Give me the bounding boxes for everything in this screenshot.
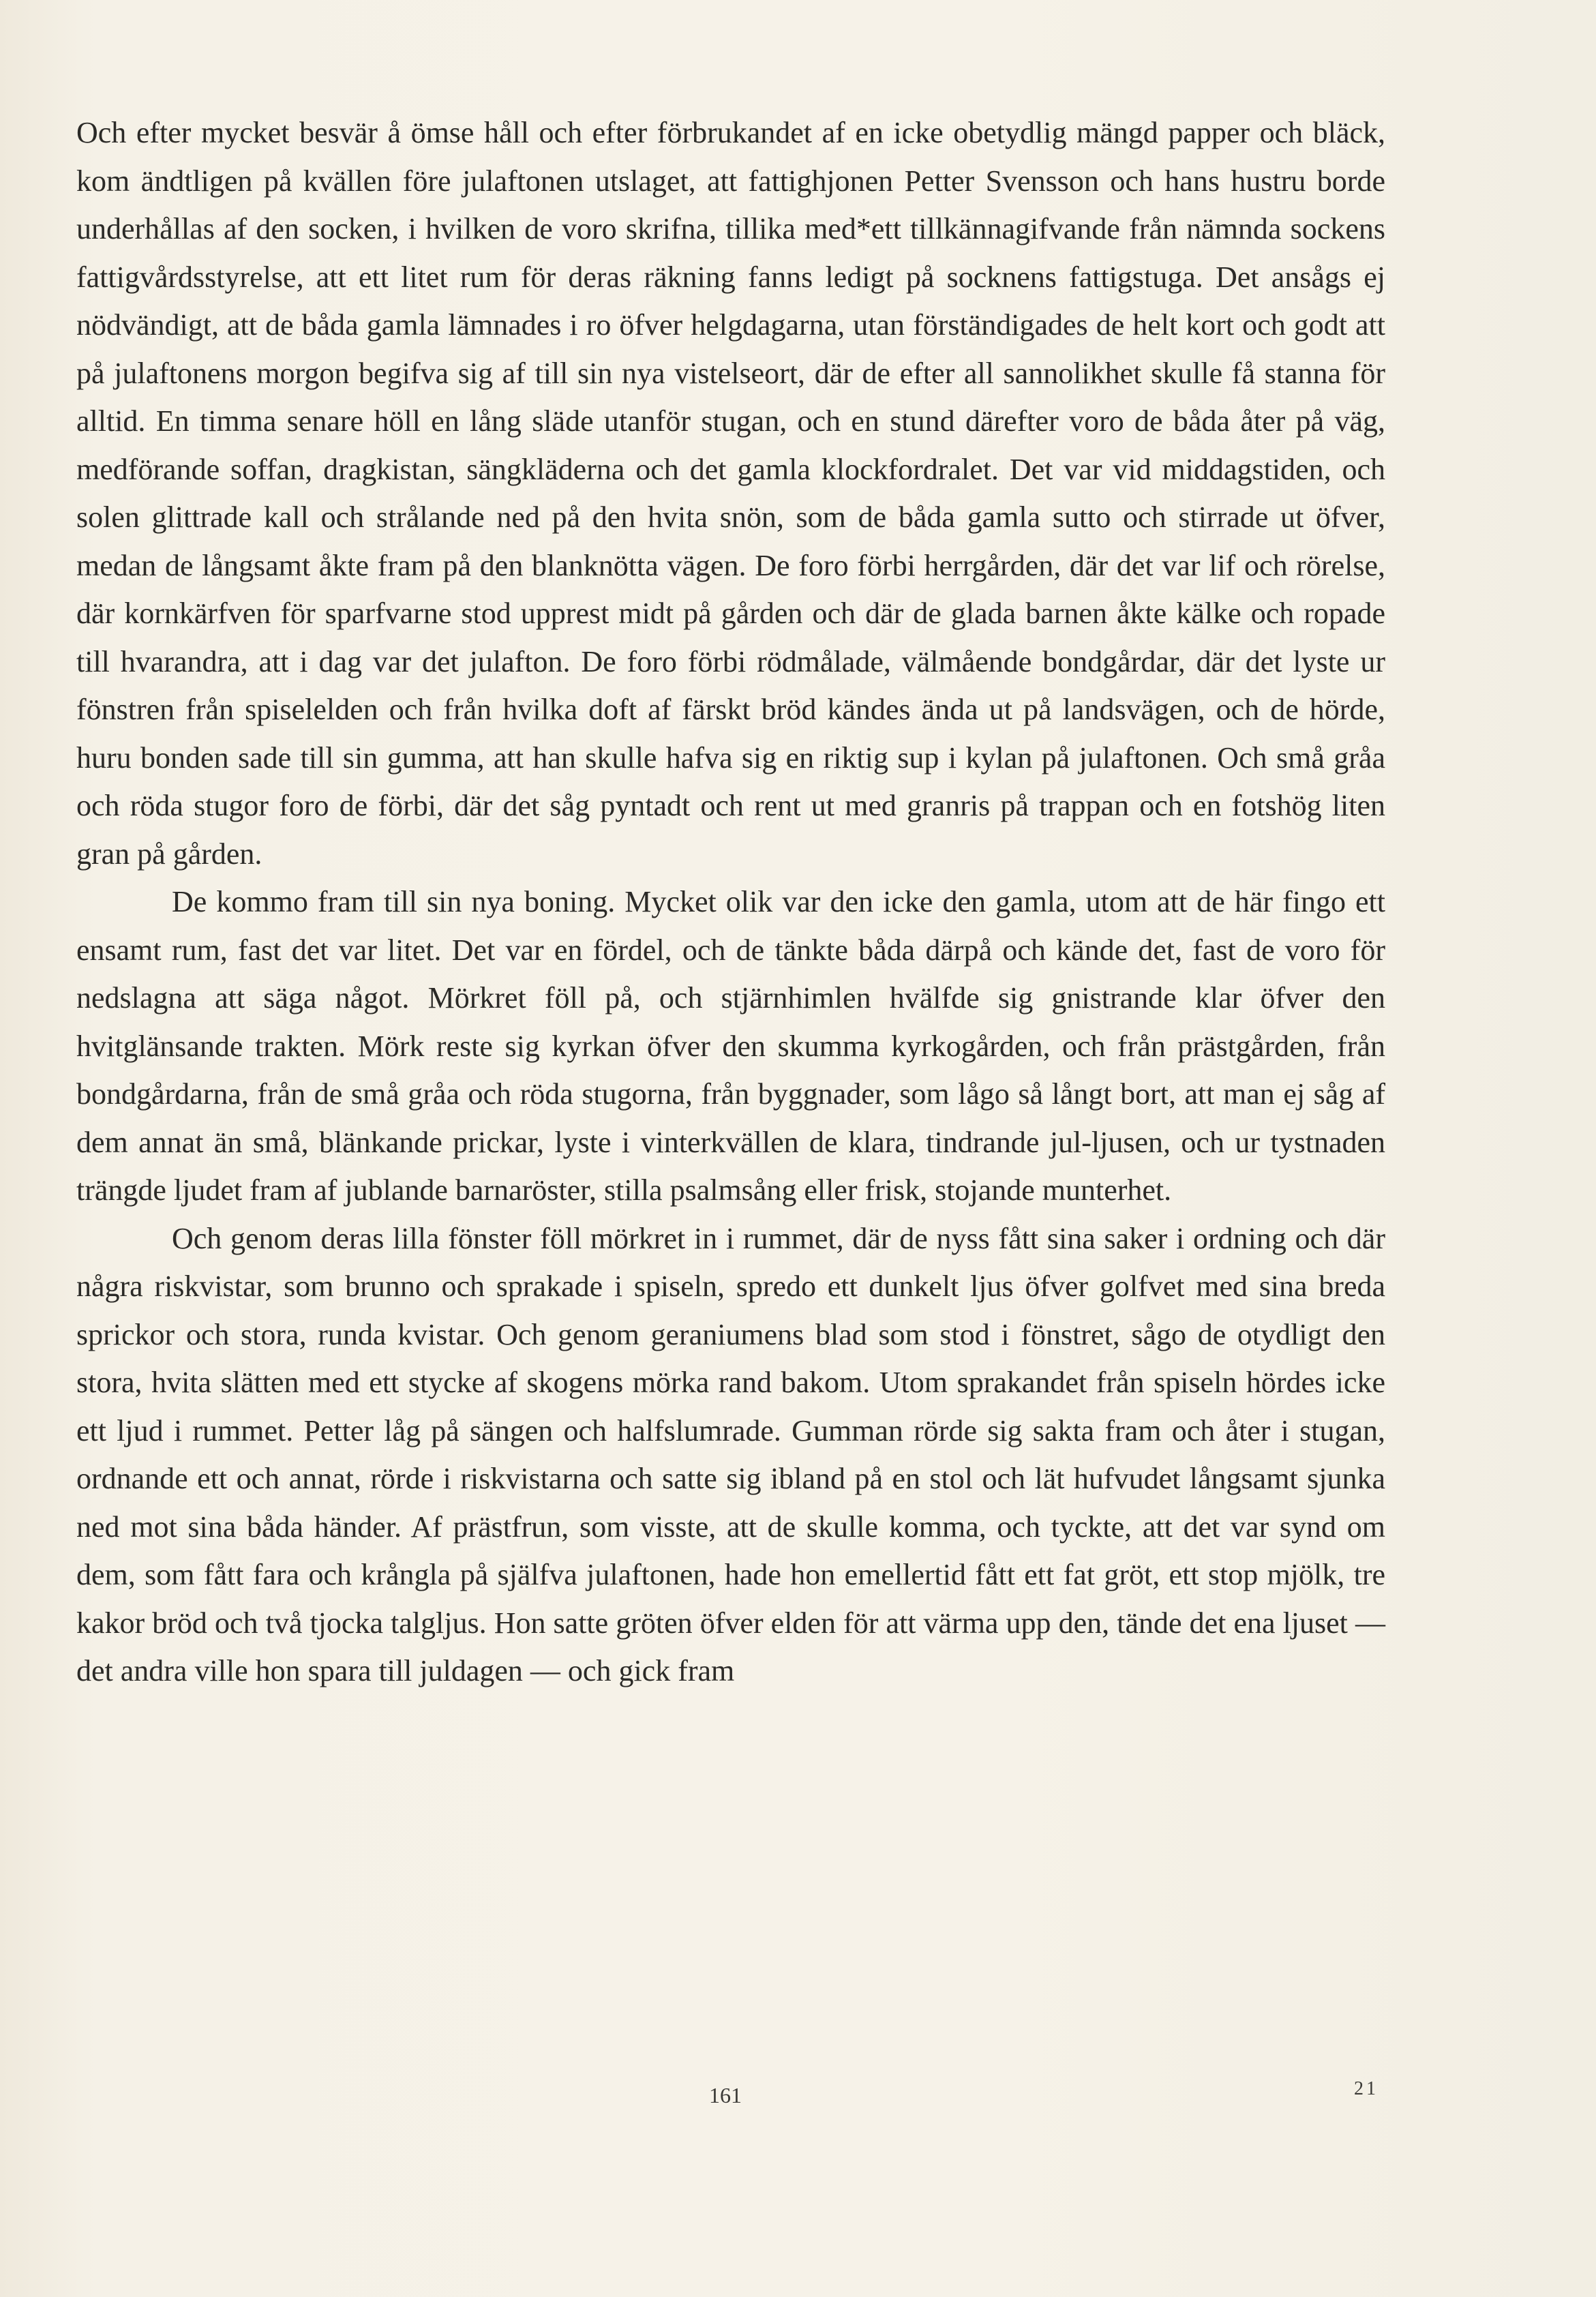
paragraph-2: De kommo fram till sin nya boning. Mycket olik var den icke den gamla, utom att de här fingo ett ensamt rum, fast det var litet. Det var en fördel, och de tänkte båda därpå och kände det, fast de voro för nedslagna att säga något. Mörkret föll på, och stjärnhimlen hvälfde sig gnistrande klar öfver den hvitglänsande trakten. Mörk reste sig kyrkan öfver den skumma kyrkogården, och från prästgården, från bondgårdarna, från de små gråa och röda stugorna, från byggnader, som lågo så långt bort, att man ej såg af dem annat än små, blänkande prickar, lyste i vinterkvällen de klara, tindrande jul-ljusen, och ur tystnaden trängde ljudet fram af jublande barnaröster, stilla psalmsång eller frisk, stojande munterhet. <box>76 885 1385 1207</box>
page-number: 161 <box>709 2083 742 2107</box>
paragraph-1: Och efter mycket besvär å ömse håll och efter förbrukandet af en icke obetydlig mängd papper och bläck, kom ändtligen på kvällen före julaftonen utslaget, att fattighjonen Petter Svensson och hans hustru borde underhållas af den socken, i hvilken de voro skrifna, tillika med*ett tillkännagifvande från nämnda sockens fattigvårdsstyrelse, att ett litet rum för deras räkning fanns ledigt på socknens fattigstuga. Det ansågs ej nödvändigt, att de båda gamla lämnades i ro öfver helgdagarna, utan förständigades de helt kort och godt att på julaftonens morgon begifva sig af till sin nya vistelseort, där de efter all sannolikhet skulle få stanna för alltid. En timma senare höll en lång släde utanför stugan, och en stund därefter voro de båda åter på väg, medförande soffan, dragkistan, sängkläderna och det gamla klockfordralet. Det var vid middagstiden, och solen glittrade kall och strålande ned på den hvita snön, som de båda gamla sutto och stirrade ut öfver, medan de långsamt åkte fram på den blanknötta vägen. De foro förbi herrgården, där det var lif och rörelse, där kornkärfven för sparfvarne stod upprest midt på gården och där de glada barnen åkte kälke och ropade till hvarandra, att i dag var det julafton. De foro förbi rödmålade, välmående bondgårdar, där det lyste ur fönstren från spiselelden och från hvilka doft af färskt bröd kändes ända ut på landsvägen, och de hörde, huru bonden sade till sin gumma, att han skulle hafva sig en riktig sup i kylan på julaftonen. Och små gråa och röda stugor foro de förbi, där det såg pyntadt och rent ut med granris på trappan och en fotshög liten gran på gården. <box>76 116 1385 871</box>
signature-mark: 21 <box>1354 2078 1379 2099</box>
paragraph-3: Och genom deras lilla fönster föll mörkret in i rummet, där de nyss fått sina saker i ordning och där några riskvistar, som brunno och sprakade i spiseln, spredo ett dunkelt ljus öfver golfvet med sina breda sprickor och stora, runda kvistar. Och genom geraniumens blad som stod i fönstret, sågo de otydligt den stora, hvita slätten med ett stycke af skogens mörka rand bakom. Utom sprakandet från spiseln hördes icke ett ljud i rummet. Petter låg på sängen och halfslumrade. Gumman rörde sig sakta fram och åter i stugan, ordnande ett och annat, rörde i riskvistarna och satte sig ibland på en stol och lät hufvudet långsamt sjunka ned mot sina båda händer. Af prästfrun, som visste, att de skulle komma, och tyckte, att det var synd om dem, som fått fara och krångla på själfva julaftonen, hade hon emellertid fått ett fat gröt, ett stop mjölk, tre kakor bröd och två tjocka talgljus. Hon satte gröten öfver elden för att värma upp den, tände det ena ljuset — det andra ville hon spara till juldagen — och gick fram <box>76 1221 1385 1687</box>
body-text <box>76 109 1385 1696</box>
